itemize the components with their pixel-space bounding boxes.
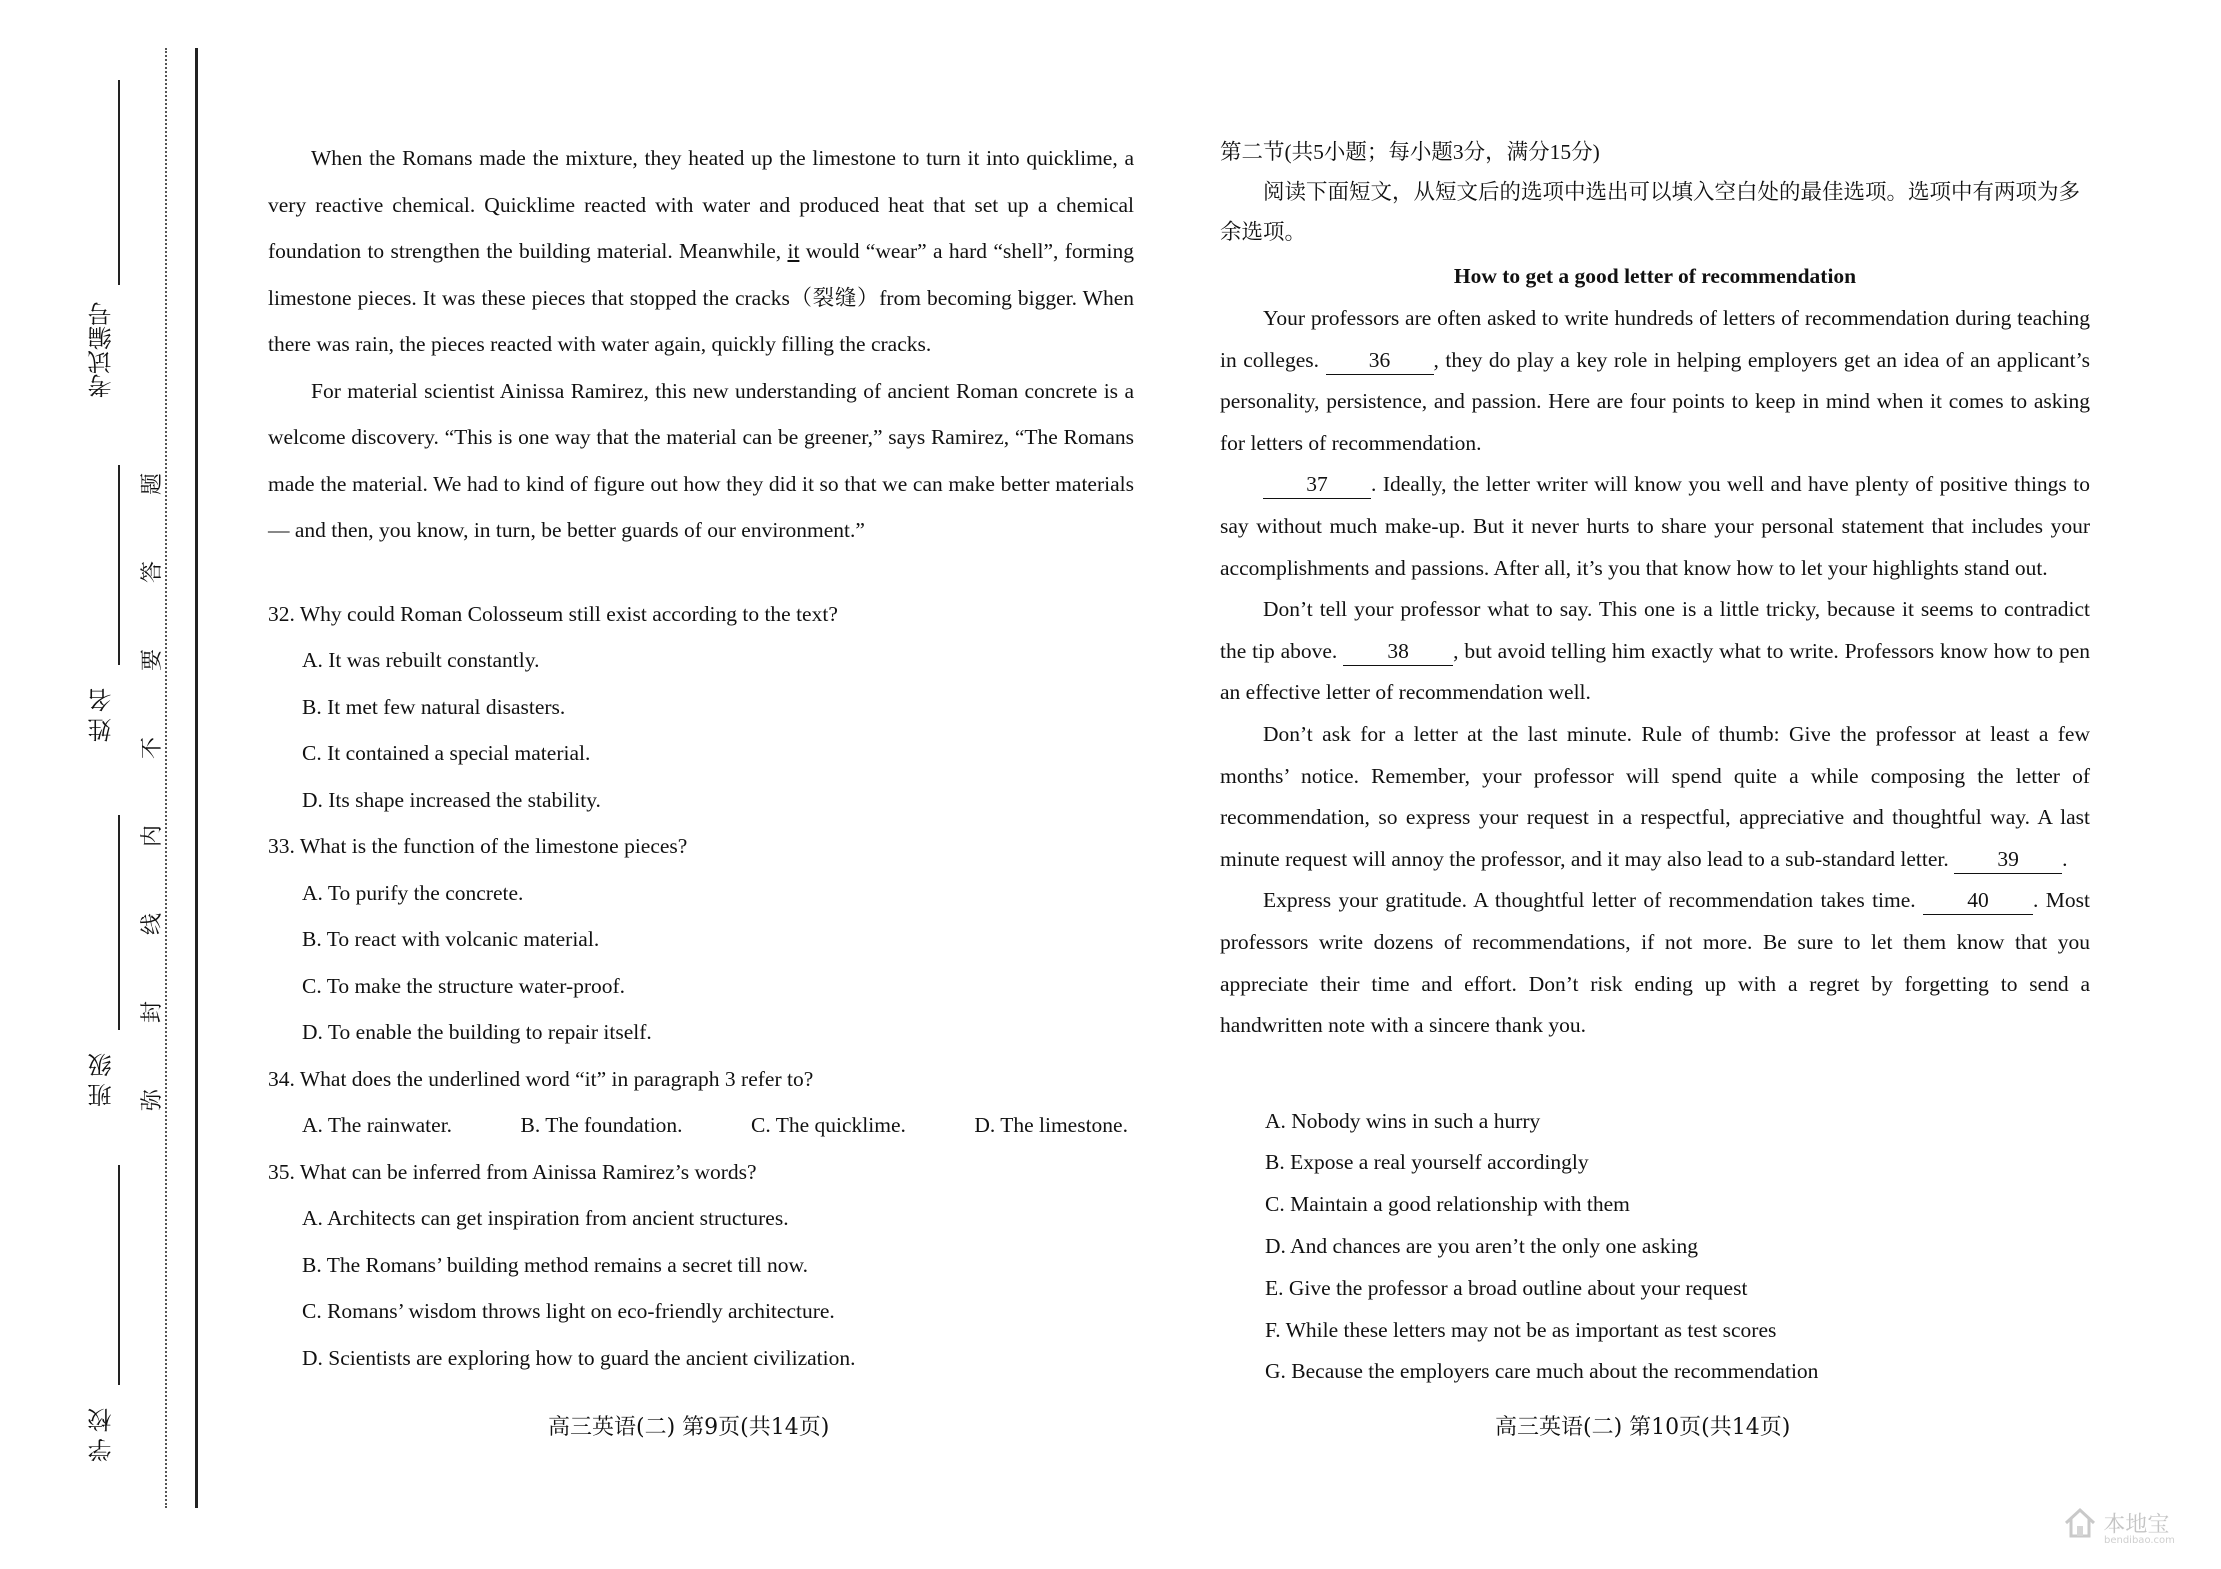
option[interactable]: B. It met few natural disasters.	[302, 694, 566, 719]
school-line	[118, 1165, 120, 1385]
blank-37[interactable]: 37	[1263, 470, 1371, 499]
paragraph-text: When the Romans made the mixture, they heated up the limestone to turn it into quicklime, a very reactive chemical. Quicklime reacted with water and produced heat that set up a chemical foundation to strengthen the building material. Meanwhile,	[268, 146, 1134, 263]
option[interactable]: B. The foundation.	[520, 1113, 683, 1137]
question-34: 34. What does the underlined word “it” in paragraph 3 refer to?	[268, 1066, 814, 1091]
paragraph-text: Don’t ask for a letter at the last minute. Rule of thumb: Give the professor at least a few months’ notice. Remember, your professor will spend quite a while composing the letter of recommendation, so express your request in a respectful, appreciative and thoughtful way. A last minute request will annoy the professor, and it may also lead to a sub-standard letter.	[1220, 721, 2090, 871]
option[interactable]: C. To make the structure water-proof.	[302, 973, 626, 998]
option[interactable]: B. To react with volcanic material.	[302, 927, 600, 951]
dotted-seal-line	[165, 48, 167, 1508]
seal-notice-char: 不	[139, 737, 164, 760]
questions	[268, 591, 1134, 1382]
underlined-word: it	[787, 239, 800, 263]
seal-notice-char: 内	[139, 825, 164, 848]
option[interactable]: G. Because the employers care much about the recommendation	[1265, 1359, 1819, 1384]
blank-38[interactable]: 38	[1343, 637, 1453, 666]
answer-options	[1220, 1101, 2090, 1394]
passage-paragraph-4	[1220, 714, 2090, 880]
option[interactable]: D. Scientists are exploring how to guard the ancient civilization.	[302, 1345, 856, 1370]
paragraph-text: , they do play a key role in helping employers get an idea of an applicant’s personality, persistence, and passion. Here are four points to keep in mind when it comes to asking for letters of recommendation.	[1220, 347, 2090, 455]
question-34-options	[302, 1102, 1134, 1149]
option[interactable]: D. The limestone.	[974, 1113, 1128, 1137]
paragraph-text: Don’t tell your professor what to say. This one is a little tricky, because it seems to contradict the tip above.	[1220, 597, 2090, 663]
passage-paragraph-3	[268, 135, 1134, 368]
exam-id-label: 考试编号	[90, 302, 116, 398]
page-footer-10: 高三英语(二) 第10页(共14页)	[1495, 1415, 1791, 1440]
page-footer-9: 高三英语(二) 第9页(共14页)	[548, 1415, 830, 1440]
watermark-text: 本地宝	[2103, 1512, 2170, 1538]
binding-margin	[0, 0, 205, 1569]
option[interactable]: A. The rainwater.	[302, 1113, 453, 1137]
passage-paragraph-2	[1220, 464, 2090, 589]
paragraph-text: . Ideally, the letter writer will know you well and have plenty of positive things to say without much make-up. But it never hurts to share your personal statement that includes your accomplishments and passions. After all, it’s you that know how to let your highlights stand out.	[1220, 472, 2090, 580]
seal-notice-char: 题	[139, 473, 164, 496]
page-10	[1220, 132, 2090, 1393]
name-line	[118, 465, 120, 665]
option[interactable]: D. And chances are you aren’t the only one asking	[1265, 1234, 1699, 1259]
exam-id-line	[118, 80, 120, 285]
class-label: 班 级	[90, 1053, 116, 1107]
page-9	[268, 135, 1134, 1381]
question-33: 33. What is the function of the limestone pieces?	[268, 834, 688, 858]
seal-notice-char: 答	[139, 561, 164, 584]
site-watermark	[2062, 1505, 2175, 1546]
paragraph-text: Your professors are often asked to write hundreds of letters of recommendation during teaching in colleges.	[1220, 306, 2090, 372]
passage-paragraph-3	[1220, 589, 2090, 714]
passage-title: How to get a good letter of recommendation	[1453, 264, 1857, 288]
section-heading: 第二节(共5小题；每小题3分，满分15分)	[1220, 140, 1600, 164]
option[interactable]: E. Give the professor a broad outline about your request	[1265, 1275, 1748, 1300]
seal-notice-char: 要	[139, 649, 164, 672]
option[interactable]: C. Romans’ wisdom throws light on eco-friendly architecture.	[302, 1299, 835, 1323]
option[interactable]: F. While these letters may not be as important as test scores	[1265, 1317, 1777, 1342]
watermark-sub: bendibao.com	[2104, 1535, 2175, 1546]
option[interactable]: A. Nobody wins in such a hurry	[1265, 1108, 1541, 1133]
house-logo-icon	[2062, 1505, 2098, 1541]
seal-notice-char: 弥	[139, 1089, 164, 1112]
option[interactable]: A. Architects can get inspiration from ancient structures.	[302, 1206, 789, 1230]
option[interactable]: C. It contained a special material.	[302, 741, 591, 765]
passage-paragraph-4: For material scientist Ainissa Ramirez, this new understanding of ancient Roman concrete is a welcome discovery. “This is one way that the material can be greener,” says Ramirez, “The Romans made the material. We had to kind of figure out how they did it so that we can make better materials — and then, you know, in turn, be better guards of our environment.”	[268, 378, 1134, 542]
seal-notice-char: 线	[139, 913, 164, 936]
option[interactable]: B. Expose a real yourself accordingly	[1265, 1150, 1589, 1175]
name-label: 姓 名	[90, 688, 116, 742]
option[interactable]: B. The Romans’ building method remains a secret till now.	[302, 1252, 808, 1277]
question-35: 35. What can be inferred from Ainissa Ramirez’s words?	[268, 1159, 757, 1184]
question-32: 32. Why could Roman Colosseum still exist according to the text?	[268, 601, 838, 626]
paragraph-text: . Most professors write dozens of recommendations, if not more. Be sure to let them know that you appreciate their time and effort. Don’t risk ending up with a regret by forgetting to send a handwritten note with a sincere thank you.	[1220, 888, 2090, 1038]
seal-notice	[139, 440, 196, 1144]
class-line	[118, 815, 120, 1030]
blank-39[interactable]: 39	[1954, 845, 2062, 874]
option[interactable]: A. To purify the concrete.	[302, 880, 524, 905]
passage-paragraph-1	[1220, 298, 2090, 464]
blank-40[interactable]: 40	[1923, 886, 2033, 915]
section-instruction: 阅读下面短文，从短文后的选项中选出可以填入空白处的最佳选项。选项中有两项为多余选项。	[1220, 180, 2081, 244]
paragraph-text: Express your gratitude. A thoughtful letter of recommendation takes time.	[1263, 888, 1924, 913]
passage-paragraph-5	[1220, 880, 2090, 1046]
paragraph-text: .	[2062, 846, 2068, 871]
paragraph-text: would “wear” a hard “shell”, forming limestone pieces. It was these pieces that stopped the cracks（裂缝）from becoming bigger. When there was rain, the pieces reacted with water again, quickly filling the cracks.	[268, 239, 1134, 356]
option[interactable]: C. The quicklime.	[751, 1113, 906, 1137]
option[interactable]: C. Maintain a good relationship with them	[1265, 1192, 1630, 1217]
blank-36[interactable]: 36	[1326, 346, 1434, 375]
option[interactable]: D. Its shape increased the stability.	[302, 787, 601, 812]
seal-notice-char: 封	[139, 1001, 164, 1024]
option[interactable]: A. It was rebuilt constantly.	[302, 648, 540, 672]
school-label: 学 校	[90, 1408, 116, 1462]
paragraph-text: , but avoid telling him exactly what to write. Professors know how to pen an effective letter of recommendation well.	[1220, 638, 2090, 705]
option[interactable]: D. To enable the building to repair itself.	[302, 1020, 652, 1044]
